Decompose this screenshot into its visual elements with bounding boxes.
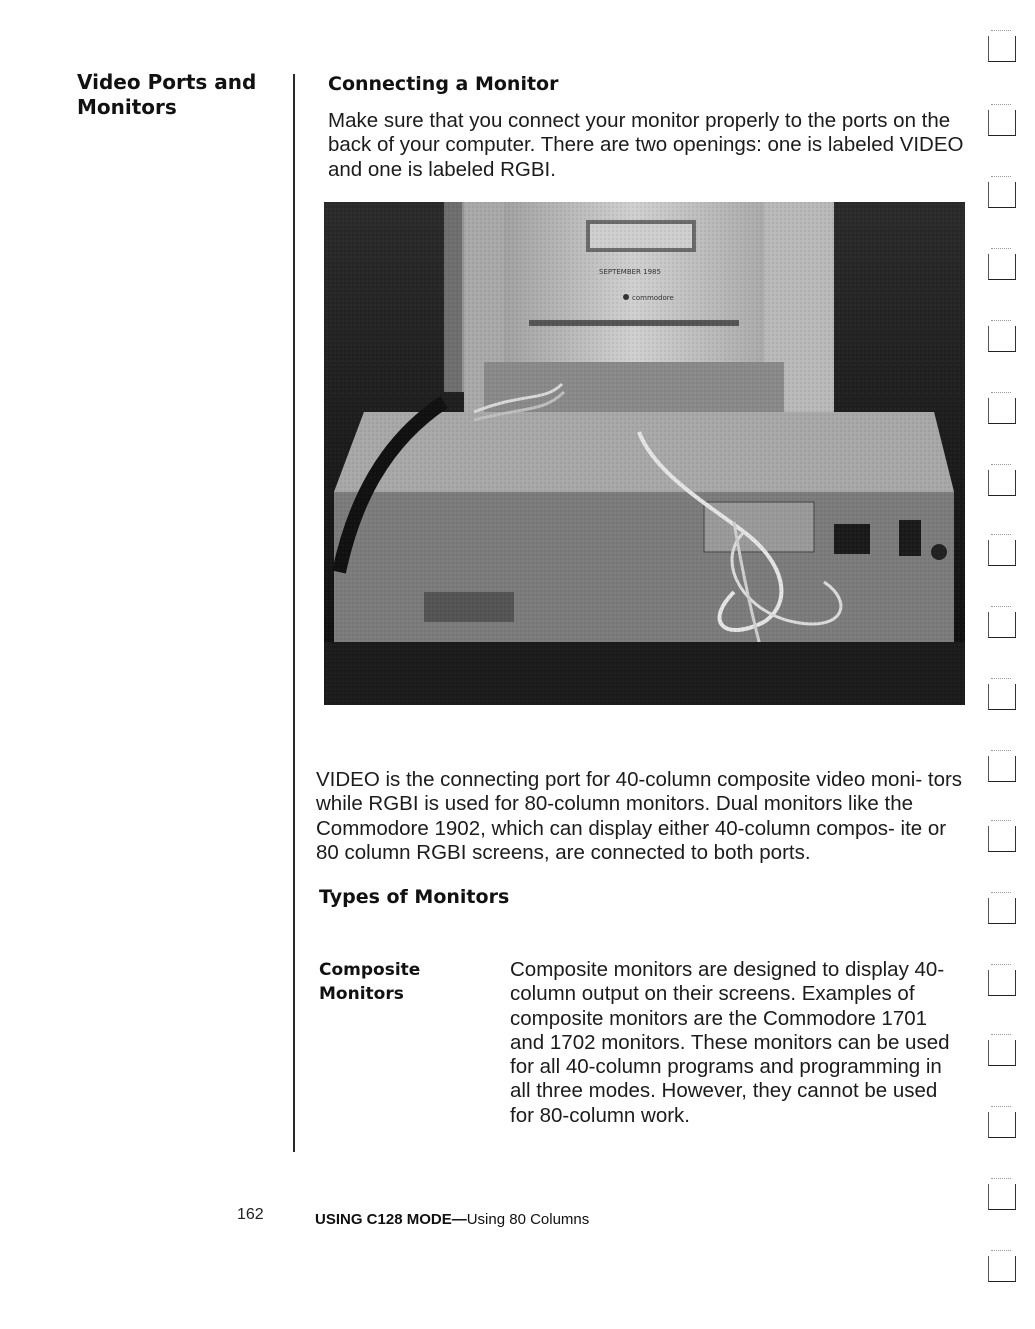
index-tab — [988, 182, 1016, 208]
index-tab — [988, 1040, 1016, 1066]
index-tab — [988, 470, 1016, 496]
footer-title-bold: USING C128 MODE— — [315, 1211, 467, 1228]
page-number: 162 — [237, 1206, 264, 1223]
index-tab — [988, 684, 1016, 710]
composite-heading: Composite Monitors — [319, 960, 421, 1004]
index-tab — [988, 1112, 1016, 1138]
description-paragraph: VIDEO is the connecting port for 40-column composite video moni- tors while RGBI is used for 80-column monitors. Dual monitors like the Commodore 1902, which can display either 40-column compos- ite or 80 column RGBI screens, are connected to both ports. — [316, 768, 963, 864]
types-heading: Types of Monitors — [319, 886, 510, 908]
composite-paragraph: Composite monitors are designed to display 40- column output on their screens. Examples of composite monitors are the Commodore 1701 and 1702 monitors. These monitors can be used for all 40-column programs and programming in all three modes. However, they cannot be used for 80-column work. — [510, 958, 950, 1127]
index-tab — [988, 1184, 1016, 1210]
index-tab — [988, 398, 1016, 424]
index-tab — [988, 756, 1016, 782]
index-tab — [988, 36, 1016, 62]
column-divider — [293, 74, 295, 1152]
intro-paragraph: Make sure that you connect your monitor properly to the ports on the back of your computer. There are two openings: one is labeled VIDEO and one is labeled RGBI. — [328, 109, 964, 181]
footer-title-rest: Using 80 Columns — [466, 1211, 590, 1228]
index-tab — [988, 254, 1016, 280]
section-title: Connecting a Monitor — [328, 73, 559, 95]
index-tab — [988, 826, 1016, 852]
monitor-connection-photo — [324, 202, 965, 705]
index-tab — [988, 540, 1016, 566]
side-heading: Video Ports and Monitors — [77, 70, 257, 119]
index-tab — [988, 110, 1016, 136]
index-tab — [988, 898, 1016, 924]
index-tab — [988, 970, 1016, 996]
running-footer — [315, 1211, 589, 1228]
index-tab — [988, 326, 1016, 352]
index-tab — [988, 1256, 1016, 1282]
index-tab — [988, 612, 1016, 638]
